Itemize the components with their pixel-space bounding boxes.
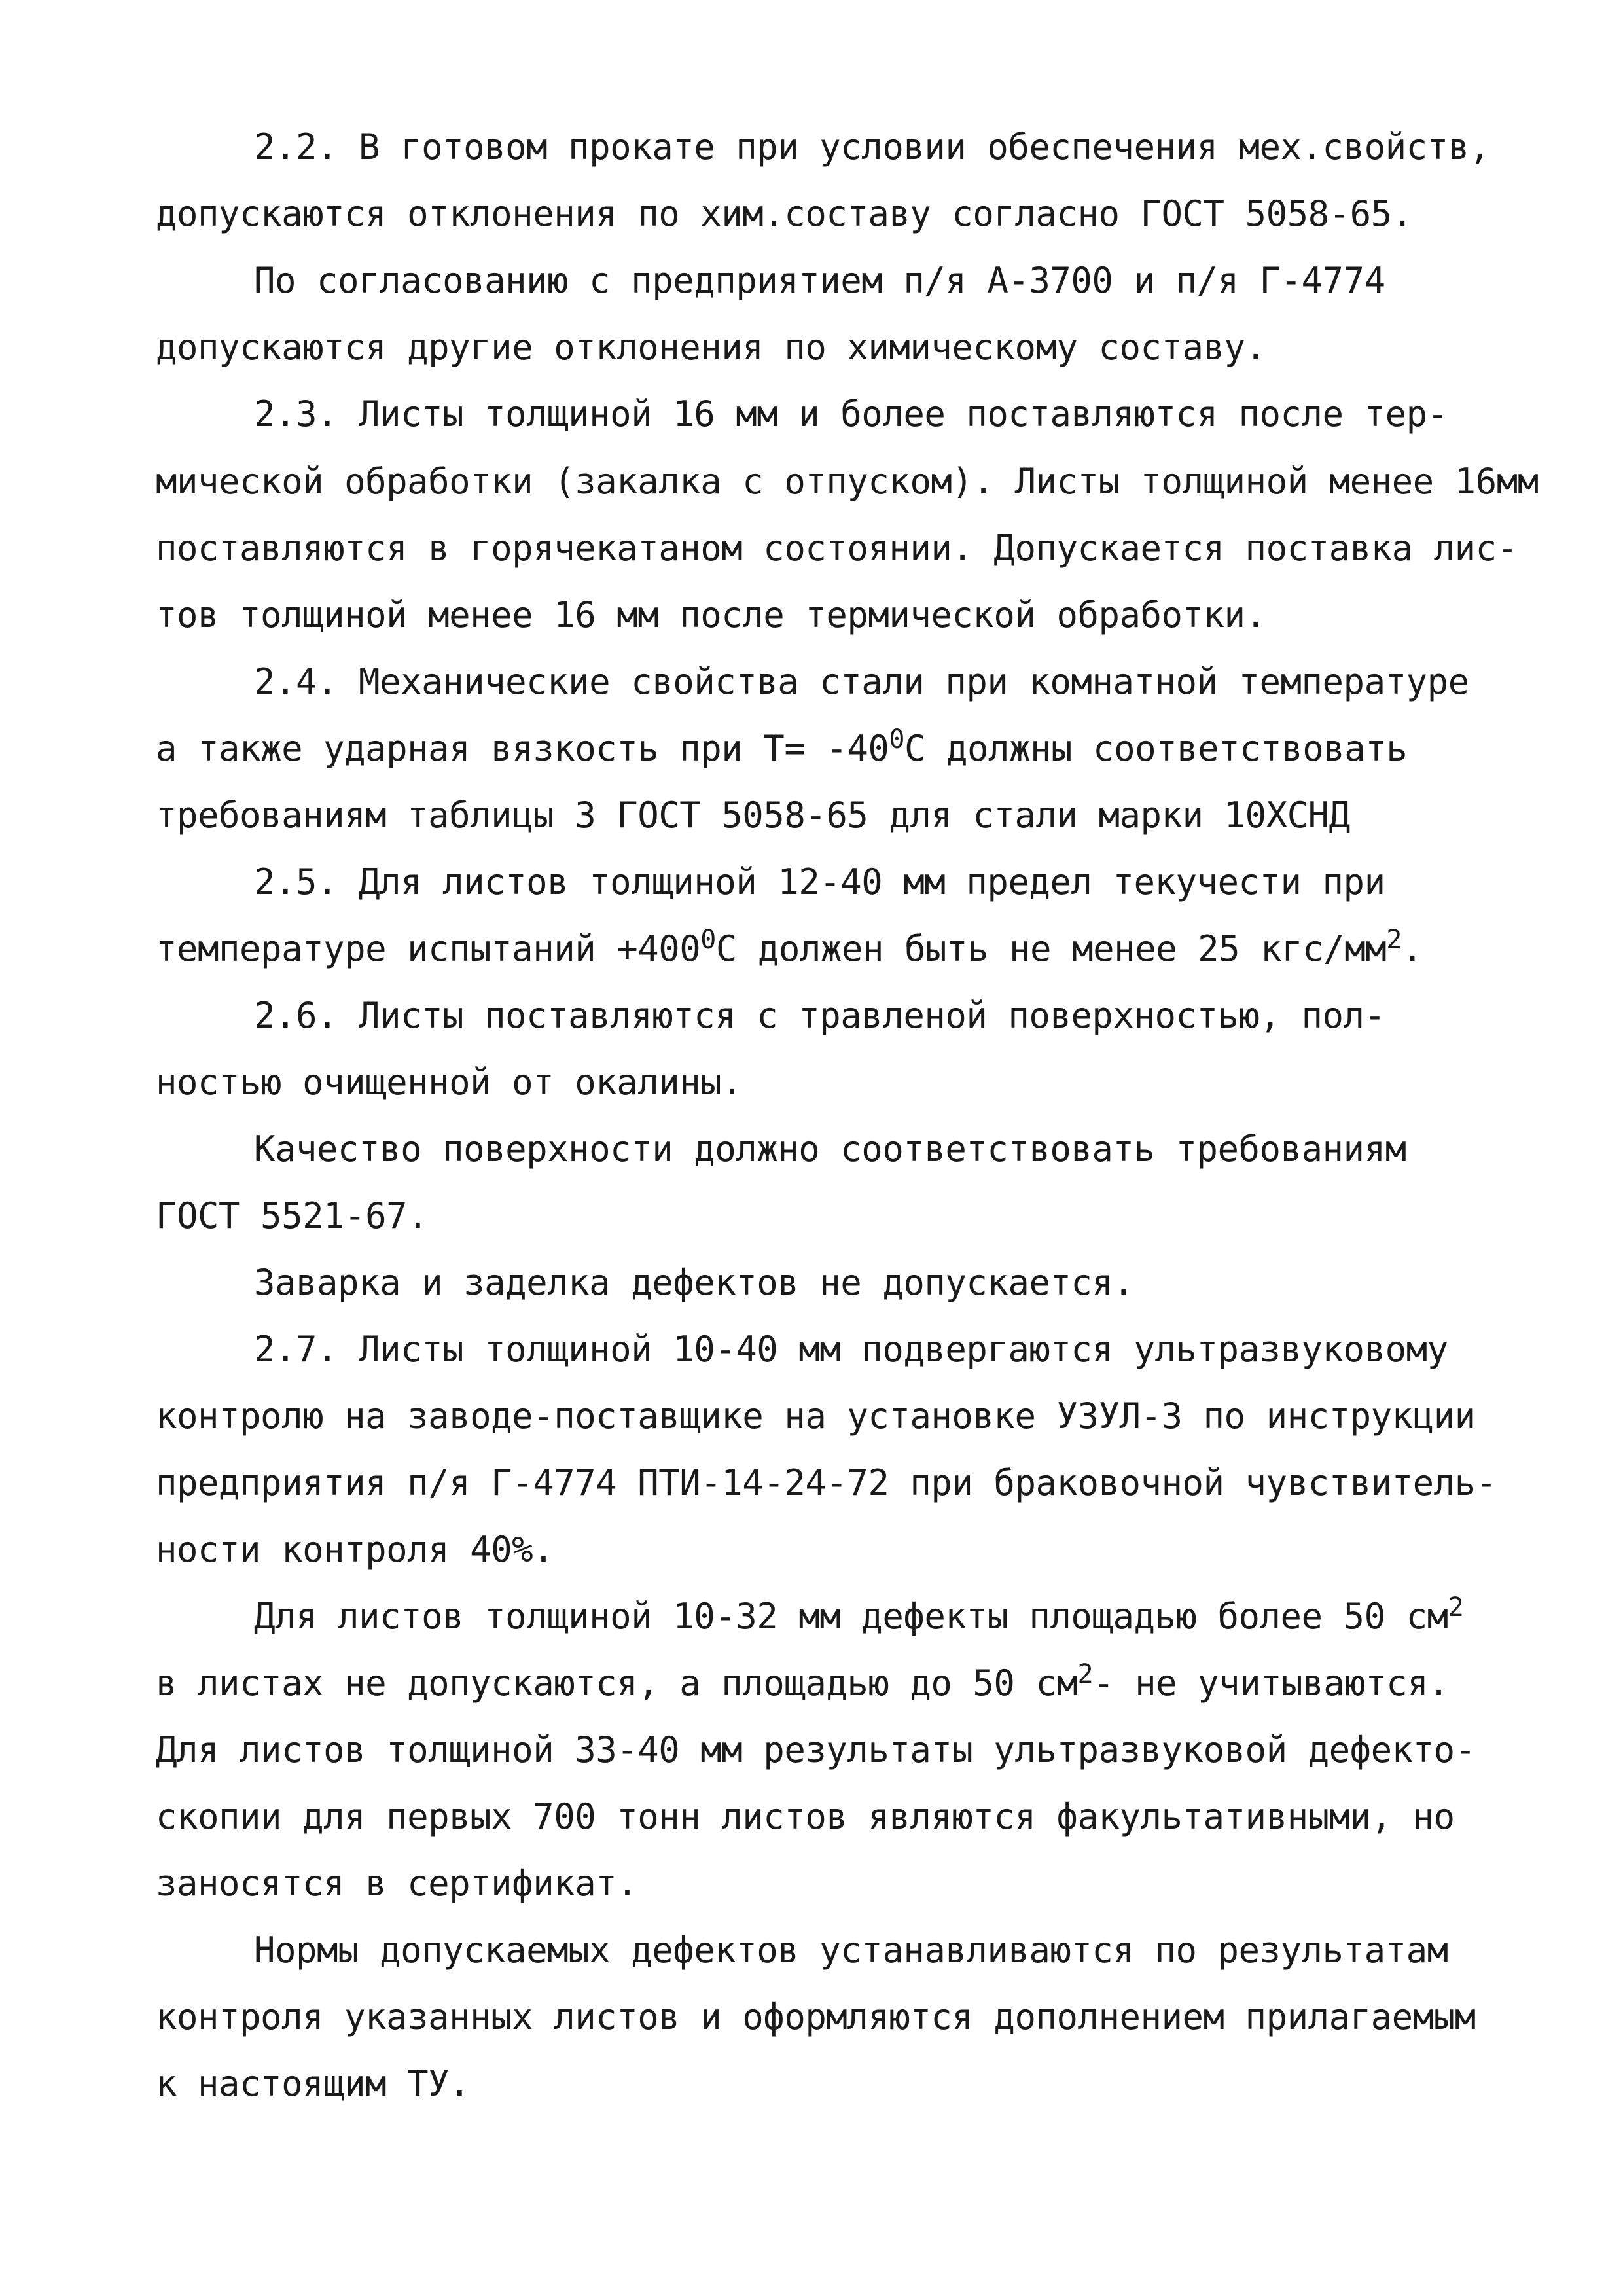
text-line: Для листов толщиной 10-32 мм дефекты площадью более 50 $см^2$	[254, 1592, 1464, 1637]
square-superscript: 2	[1077, 1659, 1094, 1689]
text-line: Заварка и заделка дефектов не допускается.	[254, 1262, 1134, 1303]
text-line: температуре испытаний $+400^0С$ должен быть не менее 25 кгс/$мм^2$.	[156, 925, 1423, 969]
degree-superscript: 0	[700, 925, 716, 955]
text-line: Нормы допускаемых дефектов устанавливаются по результатам	[254, 1929, 1448, 1971]
text-line: допускаются отклонения по хим.составу согласно ГОСТ 5058-65.	[156, 193, 1413, 234]
text-line: Качество поверхности должно соответствовать требованиям	[254, 1128, 1406, 1170]
text-line: По согласованию с предприятием п/я А-3700 и п/я Г-4774	[254, 260, 1385, 301]
text-line: скопии для первых 700 тонн листов являются факультативными, но	[156, 1796, 1455, 1837]
text-line: тов толщиной менее 16 мм после термической обработки.	[156, 594, 1266, 636]
text-line: в листах не допускаются, а площадью до 50 $см^2-$ не учитываются.	[156, 1659, 1450, 1704]
text-line: 2.7. Листы толщиной 10-40 мм подвергаются ультразвуковому	[254, 1329, 1448, 1370]
text-line: 2.3. Листы толщиной 16 мм и более поставляются после тер-	[254, 393, 1448, 435]
degree-superscript: 0	[889, 725, 904, 755]
text-line: а также ударная вязкость при $Т= -40^0С$ должны соответствовать	[156, 725, 1408, 769]
text-line: контролю на заводе-поставщике на установке УЗУЛ-3 по инструкции	[156, 1395, 1476, 1437]
text-line: контроля указанных листов и оформляются дополнением прилагаемым	[156, 1996, 1476, 2037]
text-line: к настоящим ТУ.	[156, 2063, 471, 2104]
text-line: допускаются другие отклонения по химическому составу.	[156, 327, 1266, 368]
text-line: ГОСТ 5521-67.	[156, 1195, 429, 1236]
text-line: требованиям таблицы 3 ГОСТ 5058-65 для стали марки 10ХСНД	[156, 795, 1350, 836]
text-line: 2.6. Листы поставляются с травленой поверхностью, пол-	[254, 995, 1385, 1036]
square-superscript: 2	[1448, 1592, 1464, 1623]
text-line: 2.2. В готовом прокате при условии обеспечения мех.свойств,	[254, 126, 1490, 168]
text-line: Для листов толщиной 33-40 мм результаты ультразвуковой дефекто-	[156, 1729, 1476, 1770]
text-line: поставляются в горячекатаном состоянии. Допускается поставка лис-	[156, 528, 1518, 569]
text-line: заносятся в сертификат.	[156, 1863, 638, 1904]
text-line: мической обработки (закалка с отпуском). Листы толщиной менее 16мм	[156, 461, 1539, 502]
text-line: ности контроля 40%.	[156, 1529, 554, 1570]
square-superscript: 2	[1386, 925, 1402, 955]
text-line: 2.4. Механические свойства стали при комнатной температуре	[254, 661, 1469, 702]
text-line: ностью очищенной от окалины.	[156, 1062, 743, 1103]
text-line: 2.5. Для листов толщиной 12-40 мм предел текучести при	[254, 861, 1385, 903]
text-line: предприятия п/я Г-4774 ПТИ-14-24-72 при браковочной чувствитель-	[156, 1462, 1497, 1503]
